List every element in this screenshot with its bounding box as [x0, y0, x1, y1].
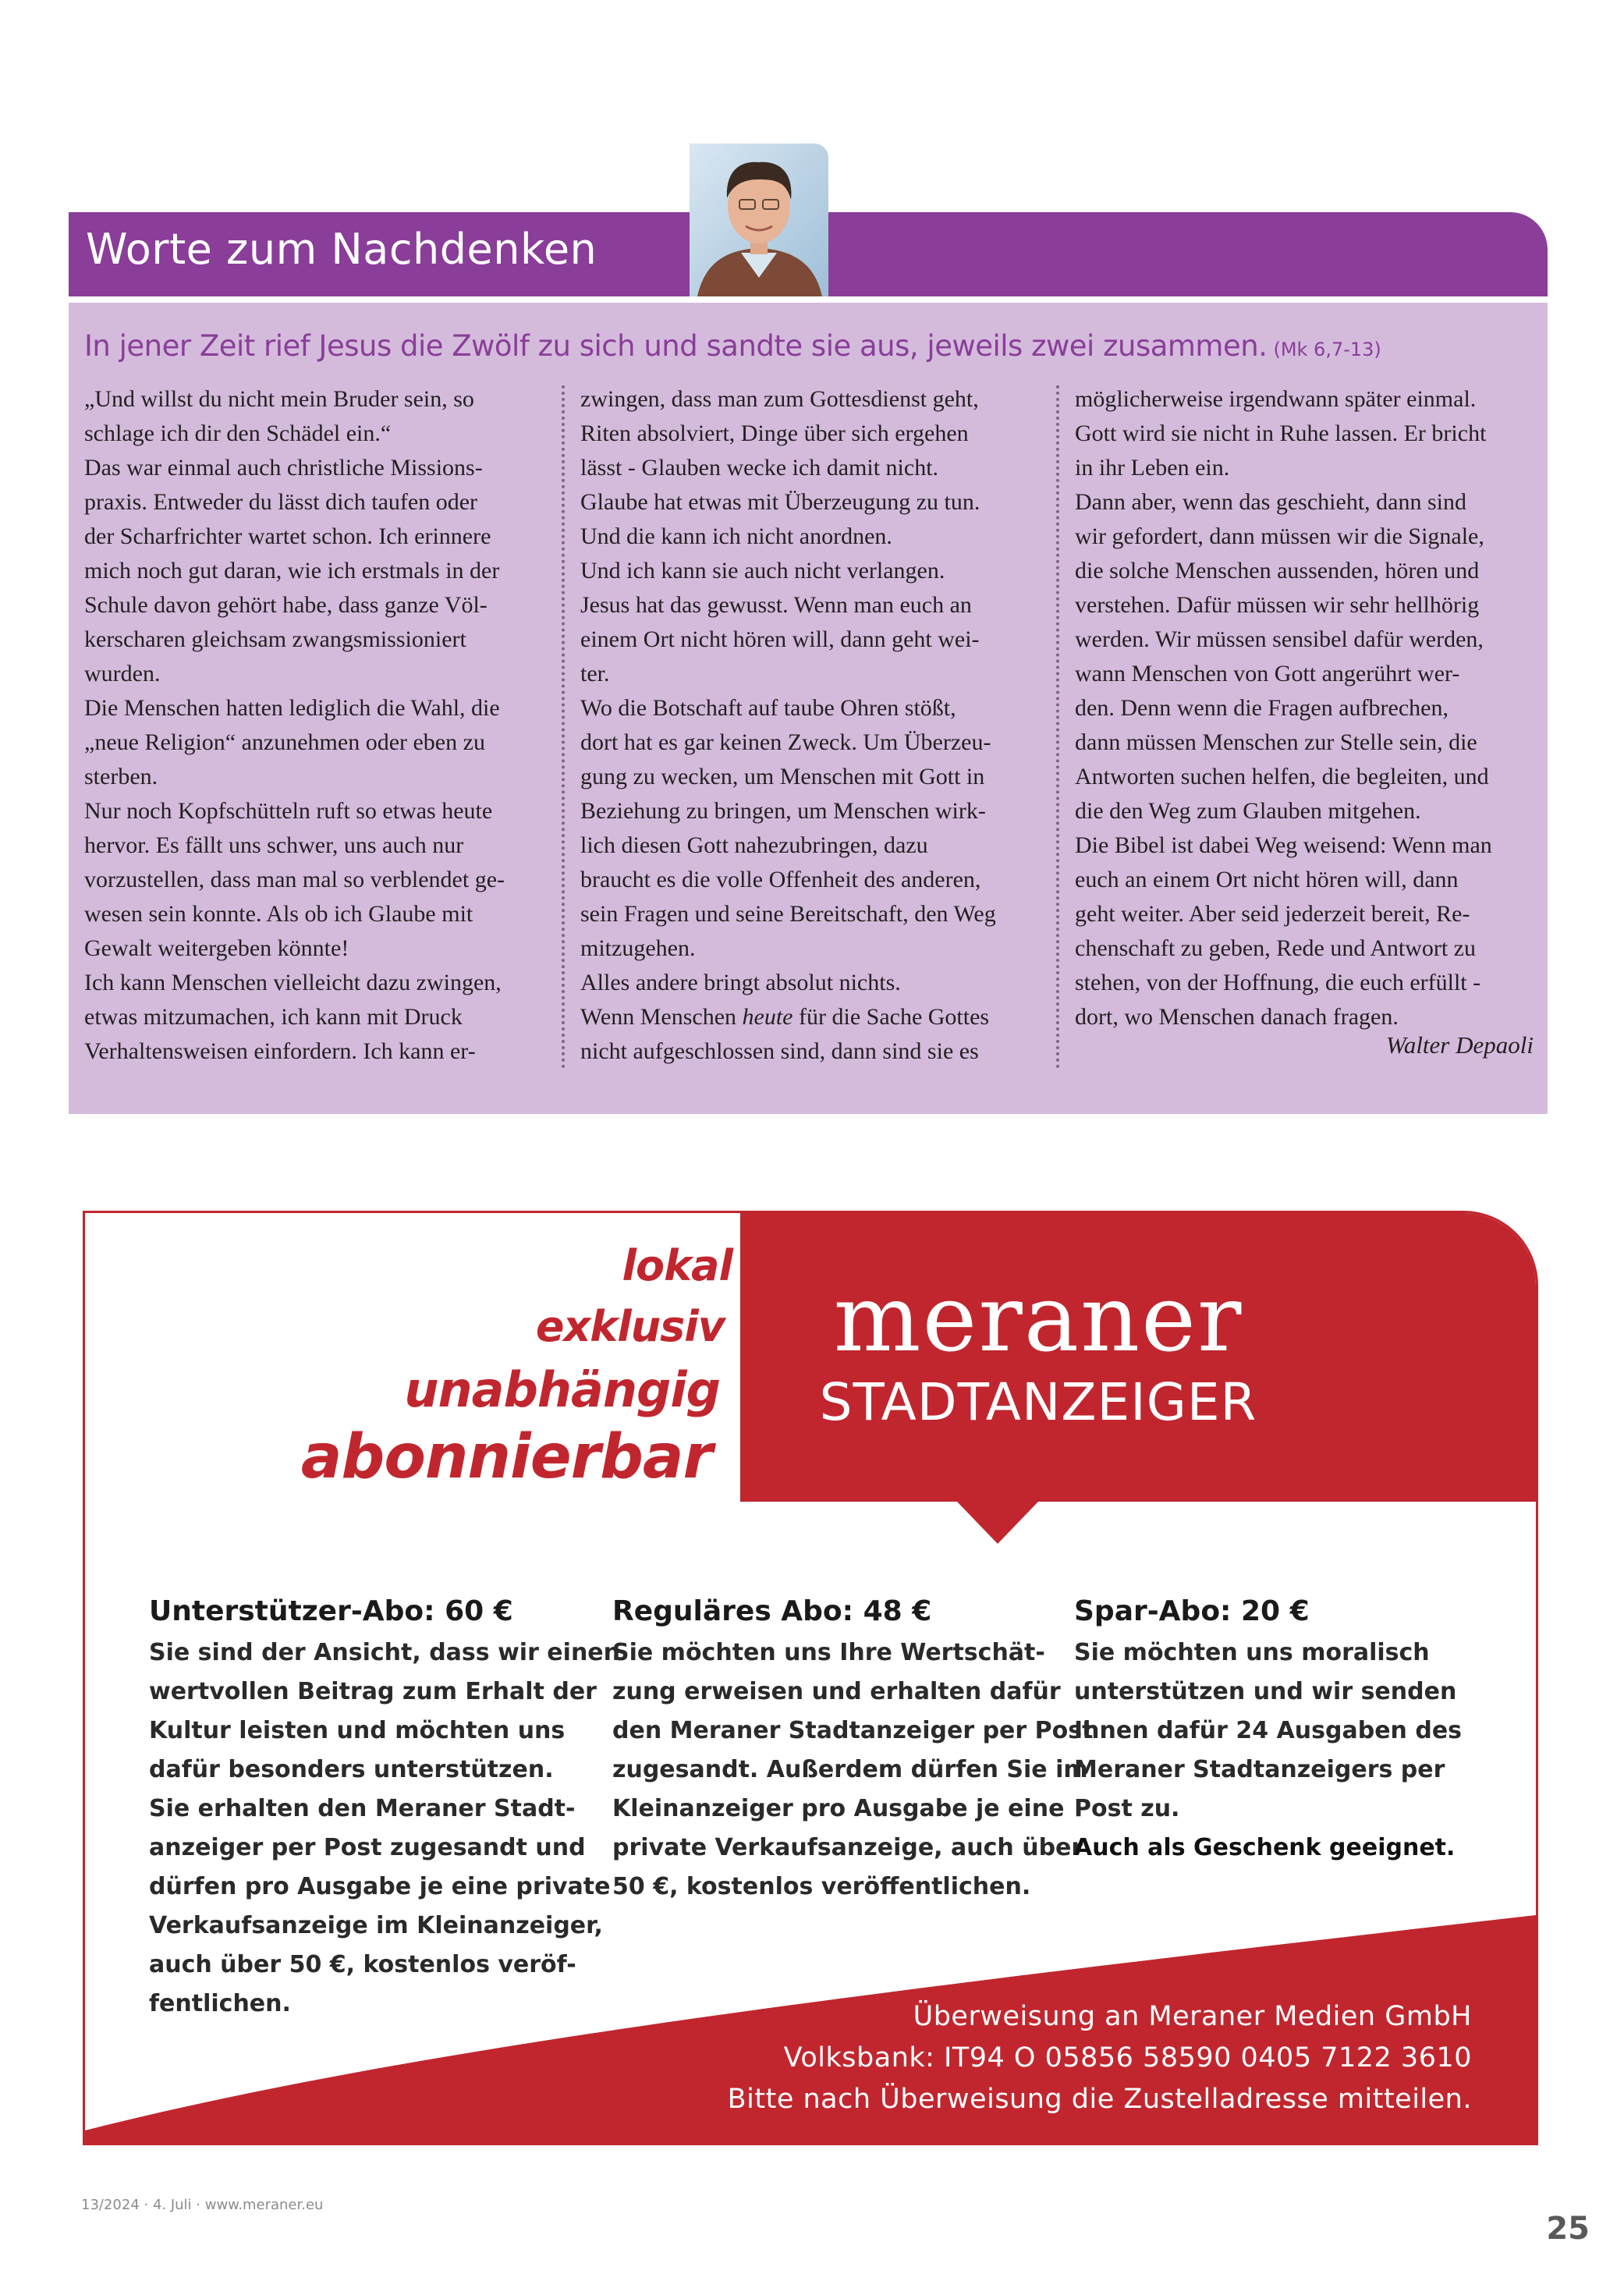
text-line: etwas mitzumachen, ich kann mit Druck — [84, 1004, 463, 1030]
abo-title: Reguläres Abo: 48 € — [612, 1595, 932, 1627]
text-line: Das war einmal auch christliche Missions- — [84, 455, 483, 481]
column-divider — [562, 385, 565, 1069]
bible-reference: (Mk 6,7-13) — [1273, 339, 1381, 360]
text-line: wertvollen Beitrag zum Erhalt der — [149, 1678, 597, 1705]
text-line: gung zu wecken, um Menschen mit Gott in — [580, 764, 985, 789]
text-line: dafür besonders unterstützen. — [149, 1756, 554, 1783]
text-line: Ihnen dafür 24 Ausgaben des — [1074, 1717, 1463, 1744]
text-line: dort hat es gar keinen Zweck. Um Überzeu- — [580, 729, 991, 755]
text-line: den. Denn wenn die Fragen aufbrechen, — [1075, 695, 1448, 721]
abo-title: Spar-Abo: 20 € — [1074, 1595, 1310, 1627]
slogan-lokal: lokal — [622, 1241, 732, 1290]
article-column-3 — [1075, 382, 1535, 1034]
issue-info: 13/2024 · 4. Juli · www.meraner.eu — [81, 2197, 324, 2213]
text-line: Wo die Botschaft auf taube Ohren stößt, — [580, 695, 956, 721]
text-line: dann müssen Menschen zur Stelle sein, die — [1075, 729, 1477, 755]
subscription-ad — [83, 1211, 1538, 2145]
abo-description — [1074, 1634, 1462, 1868]
text-line: Die Menschen hatten lediglich die Wahl, die — [84, 695, 500, 721]
text-line: unterstützen und wir senden — [1074, 1678, 1457, 1705]
text-line: sterben. — [84, 764, 158, 789]
text-line: wir gefordert, dann müssen wir die Signale, — [1075, 523, 1484, 549]
text-line: schlage ich dir den Schädel ein.“ — [84, 420, 392, 446]
text-line: möglicherweise irgendwann später einmal. — [1075, 386, 1477, 412]
page-number: 25 — [1546, 2211, 1590, 2247]
text-line: Kultur leisten und möchten uns — [149, 1717, 566, 1744]
text-line: Alles andere bringt absolut nichts. — [580, 970, 901, 995]
text-line: die solche Menschen aussenden, hören und — [1075, 558, 1480, 584]
text-line: Und die kann ich nicht anordnen. — [580, 523, 892, 549]
text-line: einem Ort nicht hören will, dann geht wei- — [580, 626, 980, 652]
author-signature: Walter Depaoli — [1385, 1031, 1534, 1059]
abo-title: Unterstützer-Abo: 60 € — [149, 1595, 513, 1627]
text-line: Verkaufsanzeige im Kleinanzeiger, — [149, 1912, 603, 1939]
text-line: Sie erhalten den Meraner Stadt- — [149, 1795, 576, 1822]
article-subtitle — [84, 329, 1532, 363]
slogan-abonnierbar: abonnierbar — [300, 1422, 712, 1492]
text-line: braucht es die volle Offenheit des anderen, — [580, 867, 981, 892]
text-line: anzeiger per Post zugesandt und — [149, 1834, 586, 1861]
text-line: wurden. — [84, 661, 161, 686]
text-line: Riten absolviert, Dinge über sich ergehen — [580, 420, 969, 446]
text-line: die den Weg zum Glauben mitgehen. — [1075, 798, 1421, 824]
text-line — [580, 1000, 1048, 1034]
transfer-iban: Volksbank: IT94 O 05856 58590 0405 7122 3610 — [783, 2042, 1472, 2073]
text-line: werden. Wir müssen sensibel dafür werden, — [1075, 626, 1484, 652]
text-line: private Verkaufsanzeige, auch über — [612, 1834, 1083, 1861]
text-line: dort, wo Menschen danach fragen. — [1075, 1004, 1399, 1030]
text-line: verstehen. Dafür müssen wir sehr hellhörig — [1075, 592, 1480, 618]
text-line: Gott wird sie nicht in Ruhe lassen. Er bricht — [1075, 420, 1487, 446]
slogan-unabhaengig: unabhängig — [404, 1361, 720, 1418]
text-line: lich diesen Gott nahezubringen, dazu — [580, 832, 928, 858]
text-line: praxis. Entweder du lässt dich taufen oder — [84, 489, 478, 515]
emphasis-heute: heute — [742, 1004, 793, 1030]
transfer-recipient: Überweisung an Meraner Medien GmbH — [913, 2001, 1472, 2032]
text-segment: Wenn Menschen — [580, 1004, 743, 1030]
text-line: Post zu. — [1074, 1795, 1180, 1822]
text-line: wesen sein konnte. Als ob ich Glaube mit — [84, 901, 473, 927]
text-line: 50 €, kostenlos veröffentlichen. — [612, 1873, 1031, 1900]
text-line: fentlichen. — [149, 1990, 291, 2017]
text-line: lässt - Glauben wecke ich damit nicht. — [580, 455, 939, 481]
article-box — [69, 303, 1548, 1114]
text-line: Nur noch Kopfschütteln ruft so etwas heute — [84, 798, 493, 824]
subtitle-text: In jener Zeit rief Jesus die Zwölf zu sich und sandte sie aus, jeweils zwei zusammen. — [84, 329, 1268, 363]
text-line: Kleinanzeiger pro Ausgabe je eine — [612, 1795, 1065, 1822]
text-line: Schule davon gehört habe, dass ganze Völ- — [84, 592, 488, 618]
column-divider — [1056, 385, 1059, 1069]
text-line: chenschaft zu geben, Rede und Antwort zu — [1075, 935, 1476, 961]
text-line: Und ich kann sie auch nicht verlangen. — [580, 558, 945, 584]
abo-supporter — [149, 1595, 620, 2024]
text-line: zugesandt. Außerdem dürfen Sie im — [612, 1756, 1088, 1783]
abo-description — [149, 1634, 620, 2024]
section-title: Worte zum Nachdenken — [86, 225, 597, 274]
article-column-2 — [580, 382, 1048, 1069]
text-line: Ich kann Menschen vielleicht dazu zwingen, — [84, 970, 502, 995]
text-line: hervor. Es fällt uns schwer, uns auch nur — [84, 832, 464, 858]
slogan-exklusiv: exklusiv — [535, 1302, 725, 1351]
text-line: Meraner Stadtanzeigers per — [1074, 1756, 1445, 1783]
abo-description — [612, 1634, 1093, 1907]
bank-transfer-info — [728, 1996, 1472, 2120]
text-line: Antworten suchen helfen, die begleiten, und — [1075, 764, 1489, 789]
text-line: kerscharen gleichsam zwangsmissioniert — [84, 626, 466, 652]
author-portrait — [690, 144, 828, 296]
text-line: ter. — [580, 661, 610, 686]
text-line: Glaube hat etwas mit Überzeugung zu tun. — [580, 489, 980, 515]
logo-stadtanzeiger: STADTANZEIGER — [819, 1372, 1257, 1432]
text-line: der Scharfrichter wartet schon. Ich erinnere — [84, 523, 491, 549]
text-line: stehen, von der Hoffnung, die euch erfüllt - — [1075, 970, 1481, 995]
text-line: Sie sind der Ansicht, dass wir einen — [149, 1639, 620, 1666]
text-line: dürfen pro Ausgabe je eine private — [149, 1873, 611, 1900]
article-column-1 — [84, 382, 552, 1069]
text-line: Jesus hat das gewusst. Wenn man euch an — [580, 592, 972, 618]
text-line: Gewalt weitergeben könnte! — [84, 935, 349, 961]
text-line: sein Fragen und seine Bereitschaft, den Weg — [580, 901, 996, 927]
text-line: Verhaltensweisen einfordern. Ich kann er- — [84, 1038, 476, 1064]
gift-highlight: Auch als Geschenk geeignet. — [1074, 1834, 1456, 1861]
text-line: Die Bibel ist dabei Weg weisend: Wenn man — [1075, 832, 1492, 858]
text-line: in ihr Leben ein. — [1075, 455, 1230, 481]
text-line: Dann aber, wenn das geschieht, dann sind — [1075, 489, 1466, 515]
text-line: „Und willst du nicht mein Bruder sein, so — [84, 386, 474, 412]
logo-meraner: meraner — [833, 1265, 1243, 1372]
abo-saver — [1074, 1595, 1462, 1868]
text-line: nicht aufgeschlossen sind, dann sind sie es — [580, 1038, 979, 1064]
text-line: wann Menschen von Gott angerührt wer- — [1075, 661, 1460, 686]
text-line: „neue Religion“ anzunehmen oder eben zu — [84, 729, 485, 755]
text-line: zwingen, dass man zum Gottesdienst geht, — [580, 386, 979, 412]
text-segment: für die Sache Gottes — [792, 1004, 990, 1030]
text-line: auch über 50 €, kostenlos veröf- — [149, 1951, 576, 1978]
text-line: geht weiter. Aber seid jederzeit bereit, Re- — [1075, 901, 1470, 927]
abo-regular — [612, 1595, 1093, 1907]
text-line: Sie möchten uns Ihre Wertschät- — [612, 1639, 1045, 1666]
text-line: euch an einem Ort nicht hören will, dann — [1075, 867, 1459, 892]
text-line: den Meraner Stadtanzeiger per Post — [612, 1717, 1094, 1744]
text-line: mich noch gut daran, wie ich erstmals in der — [84, 558, 500, 584]
text-line: zung erweisen und erhalten dafür — [612, 1678, 1061, 1705]
text-line: vorzustellen, dass man mal so verblendet ge- — [84, 867, 505, 892]
text-line: mitzugehen. — [580, 935, 696, 961]
text-line: Beziehung zu bringen, um Menschen wirk- — [580, 798, 986, 824]
transfer-note: Bitte nach Überweisung die Zustelladresse mitteilen. — [727, 2084, 1472, 2115]
text-line: Sie möchten uns moralisch — [1074, 1639, 1430, 1666]
